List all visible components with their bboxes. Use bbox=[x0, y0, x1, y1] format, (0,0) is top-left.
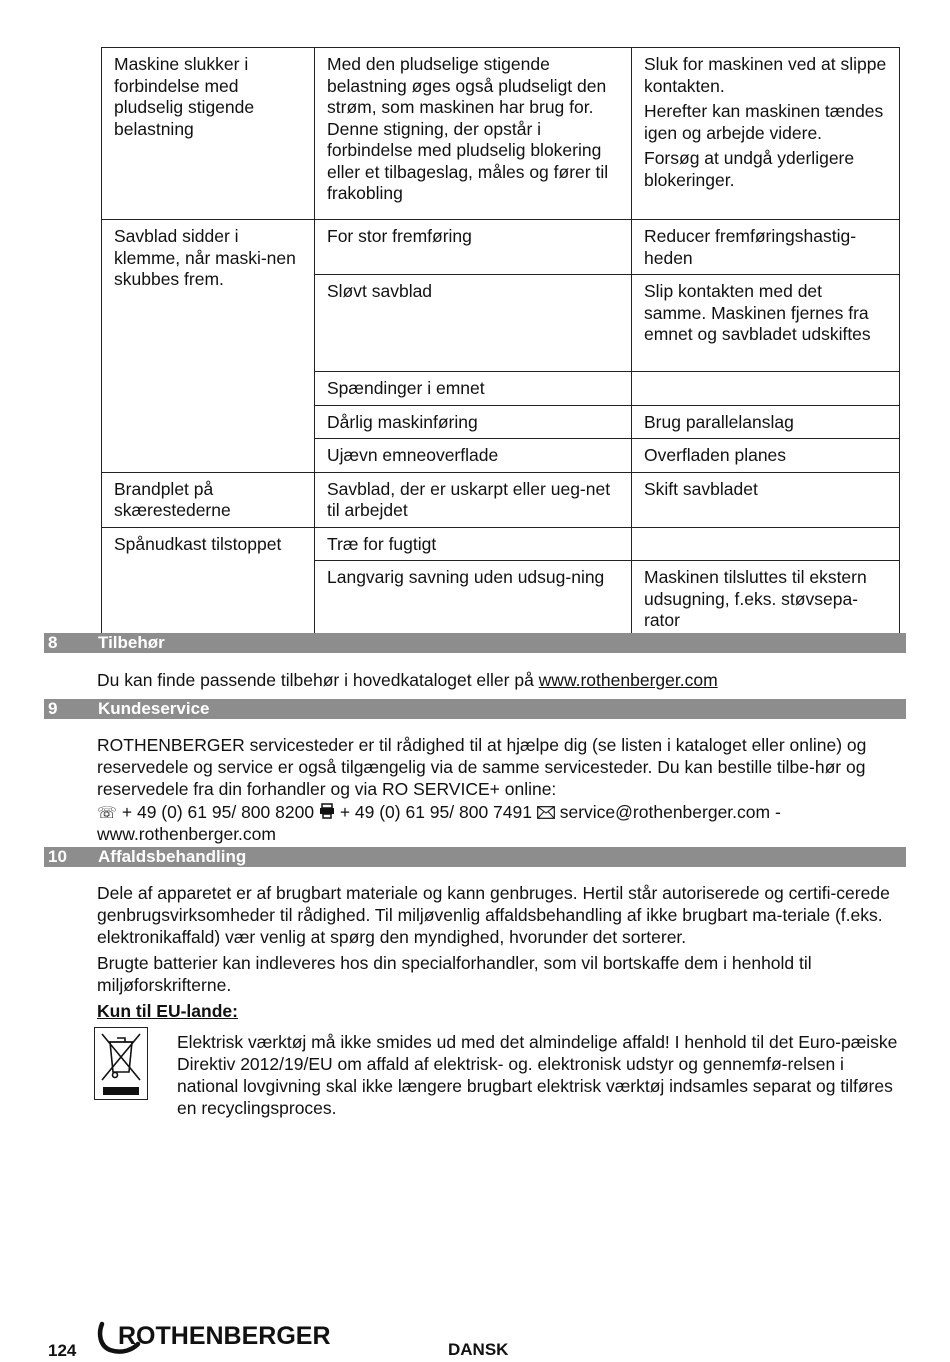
contact-line bbox=[97, 801, 903, 825]
table-row bbox=[102, 220, 900, 275]
section-title: Affaldsbehandling bbox=[98, 847, 247, 866]
eu-heading: Kun til EU-lande: bbox=[97, 1001, 238, 1021]
envelope-icon bbox=[537, 806, 555, 819]
remedy-cell: Maskinen tilsluttes til ekstern udsugning, f.eks. støvsepa-rator bbox=[632, 561, 900, 638]
cause-cell: Ujævn emneoverflade bbox=[315, 439, 632, 473]
page-number: 124 bbox=[48, 1341, 77, 1360]
section-heading-10 bbox=[44, 847, 906, 867]
language-label: DANSK bbox=[448, 1340, 509, 1359]
section-number: 9 bbox=[48, 699, 58, 718]
svg-text:ROTHENBERGER: ROTHENBERGER bbox=[118, 1322, 331, 1350]
cause-cell: Spændinger i emnet bbox=[315, 372, 632, 406]
section-title: Tilbehør bbox=[98, 633, 165, 652]
table-row bbox=[102, 48, 900, 220]
section-heading-8 bbox=[44, 633, 906, 653]
table-row bbox=[102, 527, 900, 561]
remedy-cell: Slip kontakten med det samme. Maskinen fjernes fra emnet og savbladet udskiftes bbox=[632, 275, 900, 372]
section-heading-9 bbox=[44, 699, 906, 719]
fault-cell: Brandplet på skærestederne bbox=[102, 472, 315, 527]
crossed-out-bin-icon bbox=[94, 1027, 148, 1100]
cause-cell: Savblad, der er uskarpt eller ueg-net til arbejdet bbox=[315, 472, 632, 527]
batteries-paragraph: Brugte batterier kan indleveres hos din specialforhandler, som vil bortskaffe dem i henhold til miljøforskrifterne. bbox=[97, 953, 812, 995]
accessories-text: Du kan finde passende tilbehør i hovedkataloget eller på www.rothenberger.com bbox=[97, 670, 718, 690]
remedy-cell bbox=[632, 372, 900, 406]
cause-cell: Langvarig savning uden udsug-ning bbox=[315, 561, 632, 638]
remedy-cell: Overfladen planes bbox=[632, 439, 900, 473]
cause-cell: Dårlig maskinføring bbox=[315, 405, 632, 439]
remedy-cell: Skift savbladet bbox=[632, 472, 900, 527]
cause-cell: Træ for fugtigt bbox=[315, 527, 632, 561]
phone-number: + 49 (0) 61 95/ 800 8200 bbox=[121, 802, 315, 822]
fault-cell: Savblad sidder i klemme, når maski-nen skubbes frem. bbox=[102, 220, 315, 473]
eu-directive-text: Elektrisk værktøj må ikke smides ud med det almindelige affald! I henhold til det Euro-pæiske Direktiv 2012/19/EU om affald af elektrisk- og. elektronisk udstyr og gennemfø-relsen i national lovgivning skal ikke længere brugbart elektrisk værktøj indsamles separat og tilføres en recyclingsproces. bbox=[177, 1032, 898, 1118]
fax-number: + 49 (0) 61 95/ 800 7491 bbox=[339, 802, 532, 822]
website-link[interactable]: www.rothenberger.com bbox=[538, 670, 718, 690]
rothenberger-logo bbox=[96, 1320, 356, 1356]
remedy-cell bbox=[632, 527, 900, 561]
table-row bbox=[102, 472, 900, 527]
remedy-cell: Brug parallelanslag bbox=[632, 405, 900, 439]
fax-icon bbox=[319, 803, 335, 819]
section-number: 8 bbox=[48, 633, 58, 652]
cause-cell: For stor fremføring bbox=[315, 220, 632, 275]
fault-cell: Spånudkast tilstoppet bbox=[102, 527, 315, 637]
fault-cell: Maskine slukker i forbindelse med pludselig stigende belastning bbox=[102, 48, 315, 220]
section-number: 10 bbox=[48, 847, 67, 866]
section-title: Kundeservice bbox=[98, 699, 210, 718]
website-link[interactable]: www.rothenberger.com bbox=[97, 824, 276, 844]
phone-icon: ☏ bbox=[97, 805, 118, 822]
customer-service-text: ROTHENBERGER servicesteder er til rådighed til at hjælpe dig (se listen i kataloget eller online) og reservedele og service er også tilgængelig via de samme servicesteder. Du kan bestille tilbe-hør og reservedele fra din forhandler og via RO SERVICE+ online: bbox=[97, 735, 867, 799]
email-link[interactable]: service@rothenberger.com - bbox=[559, 802, 781, 822]
cause-cell: Sløvt savblad bbox=[315, 275, 632, 372]
troubleshooting-table bbox=[101, 47, 900, 638]
remedy-cell: Sluk for maskinen ved at slippe kontakten. Herefter kan maskinen tændes igen og arbejde videre. Forsøg at undgå yderligere blokeringer. bbox=[632, 48, 900, 220]
cause-cell: Med den pludselige stigende belastning øges også pludseligt den strøm, som maskinen har brug for. Denne stigning, der opstår i forbindelse med pludselig blokering eller et tilbageslag, måles og fører til frakobling bbox=[315, 48, 632, 220]
disposal-paragraph: Dele af apparetet er af brugbart materiale og kann genbruges. Hertil står autoriserede og certifi-cerede genbrugsvirksomheder til rådighed. Til miljøvenlig affaldsbehandling af ikke brugbart ma-teriale (f.eks. elektronikaffald) vær venlig at spørg den myndighed, hvorunder det sorterer. bbox=[97, 883, 890, 947]
remedy-cell: Reducer fremføringshastig-heden bbox=[632, 220, 900, 275]
